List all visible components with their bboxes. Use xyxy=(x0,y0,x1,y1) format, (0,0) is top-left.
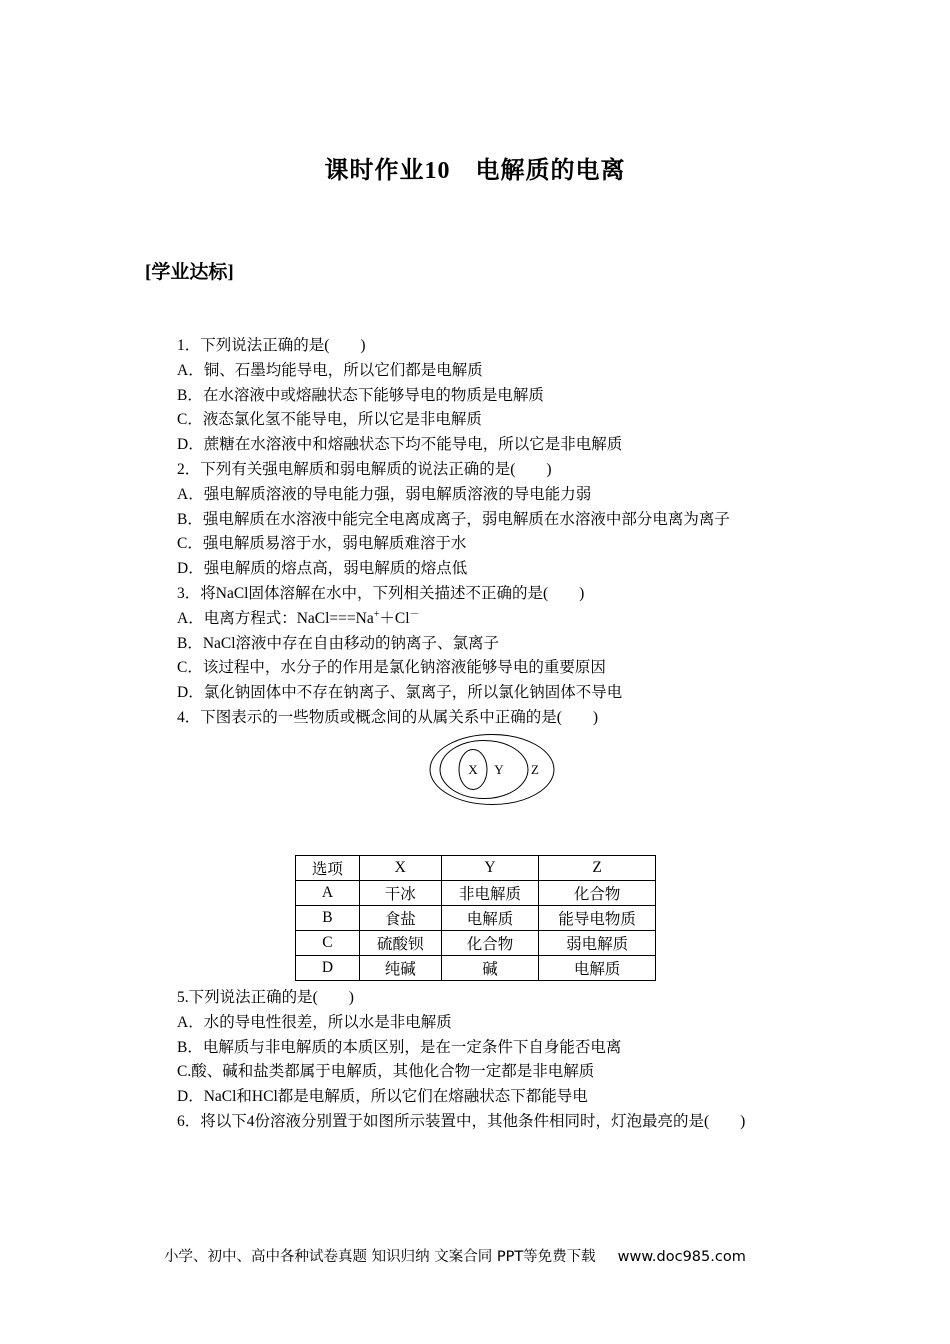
table-header-row xyxy=(296,856,656,881)
table-cell: 硫酸钡 xyxy=(359,931,441,956)
q5-stem: 5.下列说法正确的是( ) xyxy=(177,989,354,1006)
footer-url-link[interactable]: www.doc985.com xyxy=(617,1249,746,1265)
q1-stem: 1．下列说法正确的是( ) xyxy=(177,337,366,354)
q1-option-d: D．蔗糖在水溶液中和熔融状态下均不能导电，所以它是非电解质 xyxy=(177,436,623,454)
page-title: 课时作业10 电解质的电离 xyxy=(324,158,626,184)
venn-label-x: X xyxy=(468,762,478,777)
table-header-cell: Z xyxy=(539,856,656,881)
q3-stem: 3．将NaCl固体溶解在水中，下列相关描述不正确的是( ) xyxy=(177,584,585,602)
footer-text: 小学、初中、高中各种试卷真题 知识归纳 文案合同 PPT等免费下载 xyxy=(164,1249,596,1265)
table-cell: 能导电物质 xyxy=(539,906,656,931)
table-cell: 电解质 xyxy=(539,956,656,981)
q1-option-b: B．在水溶液中或熔融状态下能够导电的物质是电解质 xyxy=(177,386,544,404)
table-cell: A xyxy=(296,881,360,906)
q5-option-c: C.酸、碱和盐类都属于电解质，其他化合物一定都是非电解质 xyxy=(177,1063,595,1081)
footer xyxy=(164,1245,746,1266)
table-header-cell: 选项 xyxy=(296,856,360,881)
venn-label-z: Z xyxy=(531,762,539,777)
table-cell: 非电解质 xyxy=(441,881,539,906)
q5-option-d: D．NaCl和HCl都是电解质，所以它们在熔融状态下都能导电 xyxy=(177,1088,588,1106)
q3-a-sup2: － xyxy=(409,608,420,620)
venn-diagram xyxy=(428,732,556,807)
table-row xyxy=(296,931,656,956)
table-cell: 干冰 xyxy=(359,881,441,906)
table-cell: 食盐 xyxy=(359,906,441,931)
options-table xyxy=(295,855,656,981)
q3-a-mid: ＋Cl xyxy=(379,609,410,627)
table-cell: 弱电解质 xyxy=(539,931,656,956)
q3-option-c: C．该过程中，水分子的作用是氯化钠溶液能够导电的重要原因 xyxy=(177,659,606,677)
q1-option-a: A．铜、石墨均能导电，所以它们都是电解质 xyxy=(177,361,483,379)
venn-y-ellipse xyxy=(440,741,528,799)
section-heading: [学业达标] xyxy=(145,262,234,283)
q1-option-c: C．液态氯化氢不能导电，所以它是非电解质 xyxy=(177,411,482,429)
q3-option-d: D．氯化钠固体中不存在钠离子、氯离子，所以氯化钠固体不导电 xyxy=(177,684,623,702)
q2-stem: 2．下列有关强电解质和弱电解质的说法正确的是( ) xyxy=(177,460,552,478)
table-cell: D xyxy=(296,956,360,981)
q5-option-b: B．电解质与非电解质的本质区别，是在一定条件下自身能否电离 xyxy=(177,1038,622,1056)
table-cell: 化合物 xyxy=(441,931,539,956)
table-cell: B xyxy=(296,906,360,931)
questions-block-1 xyxy=(177,334,730,731)
table-cell: 化合物 xyxy=(539,881,656,906)
q3-option-b: B．NaCl溶液中存在自由移动的钠离子、氯离子 xyxy=(177,634,500,652)
questions-block-2 xyxy=(177,986,745,1135)
table-header-cell: Y xyxy=(441,856,539,881)
q2-option-d: D．强电解质的熔点高，弱电解质的熔点低 xyxy=(177,560,468,578)
table-row xyxy=(296,906,656,931)
q3-a-prefix: A．电离方程式：NaCl===Na xyxy=(177,609,374,627)
q4-stem: 4．下图表示的一些物质或概念间的从属关系中正确的是( ) xyxy=(177,708,599,726)
table-cell: 碱 xyxy=(441,956,539,981)
table-cell: 纯碱 xyxy=(359,956,441,981)
q2-option-b: B．强电解质在水溶液中能完全电离成离子，弱电解质在水溶液中部分电离为离子 xyxy=(177,510,730,528)
q3-a-sup1: + xyxy=(373,608,380,620)
table-header-cell: X xyxy=(359,856,441,881)
table-cell: 电解质 xyxy=(441,906,539,931)
q5-option-a: A．水的导电性很差，所以水是非电解质 xyxy=(177,1013,452,1031)
q6-stem: 6．将以下4份溶液分别置于如图所示装置中，其他条件相同时，灯泡最亮的是( ) xyxy=(177,1112,746,1130)
q2-option-a: A．强电解质溶液的导电能力强，弱电解质溶液的导电能力弱 xyxy=(177,485,592,503)
q3-option-a xyxy=(177,607,730,632)
table-row xyxy=(296,881,656,906)
q2-option-c: C．强电解质易溶于水，弱电解质难溶于水 xyxy=(177,535,467,553)
table-row xyxy=(296,956,656,981)
venn-label-y: Y xyxy=(494,762,504,777)
table-cell: C xyxy=(296,931,360,956)
